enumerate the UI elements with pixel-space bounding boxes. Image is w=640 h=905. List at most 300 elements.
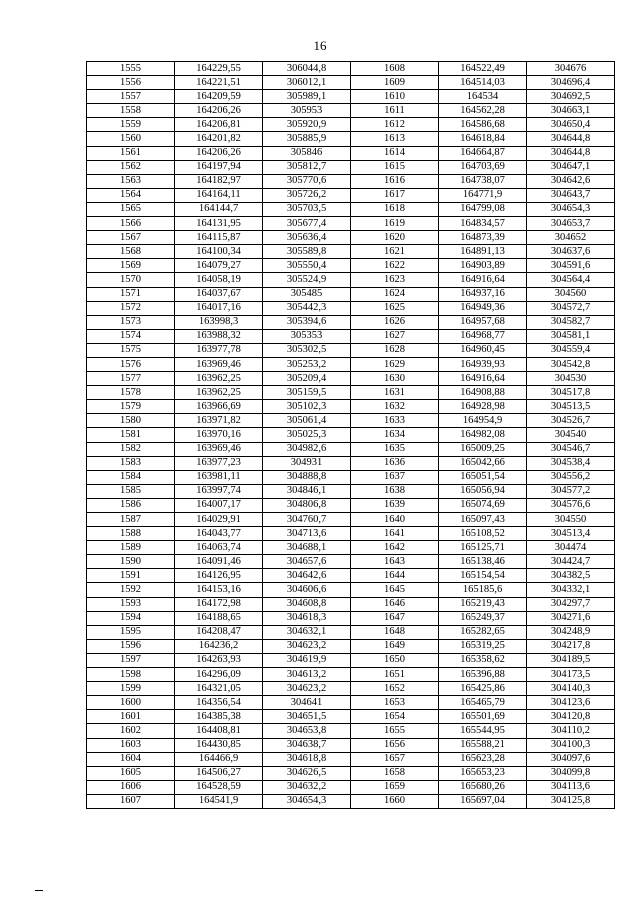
point-number-right: 1617 — [351, 188, 439, 202]
table-row — [87, 428, 615, 442]
point-number-left: 1590 — [87, 555, 175, 569]
x-coordinate-right: 165544,95 — [439, 724, 527, 738]
x-coordinate-right: 164664,87 — [439, 146, 527, 160]
y-coordinate-right: 304692,5 — [527, 90, 615, 104]
x-coordinate-right: 165097,43 — [439, 513, 527, 527]
point-number-left: 1593 — [87, 597, 175, 611]
y-coordinate-right: 304581,1 — [527, 329, 615, 343]
y-coordinate-right: 304559,4 — [527, 343, 615, 357]
y-coordinate-left: 305920,9 — [263, 118, 351, 132]
x-coordinate-right: 165319,25 — [439, 639, 527, 653]
x-coordinate-left: 164131,95 — [175, 217, 263, 231]
table-row — [87, 160, 615, 174]
y-coordinate-right: 304654,3 — [527, 202, 615, 216]
y-coordinate-left: 305846 — [263, 146, 351, 160]
y-coordinate-left: 305636,4 — [263, 231, 351, 245]
x-coordinate-left: 163971,82 — [175, 414, 263, 428]
point-number-left: 1561 — [87, 146, 175, 160]
y-coordinate-left: 304618,3 — [263, 611, 351, 625]
point-number-right: 1650 — [351, 653, 439, 667]
y-coordinate-right: 304271,6 — [527, 611, 615, 625]
y-coordinate-right: 304650,4 — [527, 118, 615, 132]
x-coordinate-left: 164541,9 — [175, 794, 263, 808]
point-number-right: 1635 — [351, 442, 439, 456]
point-number-right: 1646 — [351, 597, 439, 611]
table-row — [87, 301, 615, 315]
y-coordinate-right: 304424,7 — [527, 555, 615, 569]
table-row — [87, 372, 615, 386]
x-coordinate-left: 164126,95 — [175, 569, 263, 583]
x-coordinate-right: 164937,16 — [439, 287, 527, 301]
x-coordinate-left: 164029,91 — [175, 513, 263, 527]
y-coordinate-left: 304632,1 — [263, 625, 351, 639]
point-number-right: 1619 — [351, 217, 439, 231]
table-row — [87, 682, 615, 696]
x-coordinate-right: 165697,04 — [439, 794, 527, 808]
y-coordinate-left: 305703,5 — [263, 202, 351, 216]
y-coordinate-left: 305770,6 — [263, 174, 351, 188]
x-coordinate-right: 164514,03 — [439, 76, 527, 90]
y-coordinate-right: 304560 — [527, 287, 615, 301]
x-coordinate-left: 164506,27 — [175, 766, 263, 780]
table-row — [87, 752, 615, 766]
point-number-left: 1594 — [87, 611, 175, 625]
x-coordinate-right: 164562,28 — [439, 104, 527, 118]
point-number-right: 1656 — [351, 738, 439, 752]
y-coordinate-left: 305989,1 — [263, 90, 351, 104]
x-coordinate-right: 164771,9 — [439, 188, 527, 202]
x-coordinate-right: 165051,54 — [439, 470, 527, 484]
x-coordinate-left: 164296,09 — [175, 668, 263, 682]
y-coordinate-left: 305159,5 — [263, 386, 351, 400]
point-number-left: 1604 — [87, 752, 175, 766]
y-coordinate-right: 304644,8 — [527, 146, 615, 160]
y-coordinate-right: 304297,7 — [527, 597, 615, 611]
x-coordinate-right: 165219,43 — [439, 597, 527, 611]
y-coordinate-left: 304626,5 — [263, 766, 351, 780]
point-number-left: 1602 — [87, 724, 175, 738]
point-number-right: 1627 — [351, 329, 439, 343]
point-number-right: 1629 — [351, 357, 439, 371]
y-coordinate-right: 304123,6 — [527, 696, 615, 710]
y-coordinate-right: 304663,1 — [527, 104, 615, 118]
point-number-left: 1592 — [87, 583, 175, 597]
y-coordinate-left: 305885,9 — [263, 132, 351, 146]
x-coordinate-left: 164229,55 — [175, 62, 263, 76]
y-coordinate-right: 304642,6 — [527, 174, 615, 188]
x-coordinate-left: 163969,46 — [175, 442, 263, 456]
x-coordinate-left: 164201,82 — [175, 132, 263, 146]
y-coordinate-left: 304846,1 — [263, 484, 351, 498]
point-number-right: 1634 — [351, 428, 439, 442]
table-row — [87, 696, 615, 710]
point-number-right: 1611 — [351, 104, 439, 118]
table-row — [87, 569, 615, 583]
x-coordinate-right: 164968,77 — [439, 329, 527, 343]
x-coordinate-right: 164954,9 — [439, 414, 527, 428]
point-number-left: 1596 — [87, 639, 175, 653]
y-coordinate-left: 305353 — [263, 329, 351, 343]
point-number-right: 1660 — [351, 794, 439, 808]
point-number-right: 1638 — [351, 484, 439, 498]
point-number-left: 1573 — [87, 315, 175, 329]
y-coordinate-left: 304982,6 — [263, 442, 351, 456]
point-number-left: 1566 — [87, 217, 175, 231]
point-number-right: 1615 — [351, 160, 439, 174]
y-coordinate-left: 305253,2 — [263, 357, 351, 371]
y-coordinate-right: 304125,8 — [527, 794, 615, 808]
x-coordinate-left: 164408,81 — [175, 724, 263, 738]
point-number-left: 1598 — [87, 668, 175, 682]
y-coordinate-left: 306012,1 — [263, 76, 351, 90]
y-coordinate-right: 304556,2 — [527, 470, 615, 484]
point-number-right: 1649 — [351, 639, 439, 653]
table-row — [87, 132, 615, 146]
y-coordinate-right: 304217,8 — [527, 639, 615, 653]
y-coordinate-right: 304676 — [527, 62, 615, 76]
point-number-right: 1657 — [351, 752, 439, 766]
y-coordinate-right: 304652 — [527, 231, 615, 245]
point-number-right: 1621 — [351, 245, 439, 259]
x-coordinate-right: 164908,88 — [439, 386, 527, 400]
y-coordinate-left: 305025,3 — [263, 428, 351, 442]
point-number-left: 1582 — [87, 442, 175, 456]
y-coordinate-left: 304654,3 — [263, 794, 351, 808]
table-row — [87, 710, 615, 724]
y-coordinate-right: 304538,4 — [527, 456, 615, 470]
x-coordinate-right: 165009,25 — [439, 442, 527, 456]
x-coordinate-right: 165653,23 — [439, 766, 527, 780]
y-coordinate-right: 304110,2 — [527, 724, 615, 738]
point-number-right: 1624 — [351, 287, 439, 301]
point-number-left: 1607 — [87, 794, 175, 808]
table-row — [87, 583, 615, 597]
table-row — [87, 202, 615, 216]
point-number-left: 1584 — [87, 470, 175, 484]
coordinates-table — [86, 61, 615, 809]
table-row — [87, 118, 615, 132]
point-number-right: 1647 — [351, 611, 439, 625]
point-number-left: 1568 — [87, 245, 175, 259]
point-number-right: 1645 — [351, 583, 439, 597]
x-coordinate-left: 164063,74 — [175, 541, 263, 555]
y-coordinate-left: 304608,8 — [263, 597, 351, 611]
y-coordinate-left: 304619,9 — [263, 653, 351, 667]
x-coordinate-left: 164037,67 — [175, 287, 263, 301]
x-coordinate-left: 164091,46 — [175, 555, 263, 569]
table-row — [87, 611, 615, 625]
x-coordinate-left: 164182,97 — [175, 174, 263, 188]
y-coordinate-left: 305302,5 — [263, 343, 351, 357]
x-coordinate-right: 164891,13 — [439, 245, 527, 259]
point-number-left: 1606 — [87, 780, 175, 794]
x-coordinate-right: 164703,69 — [439, 160, 527, 174]
y-coordinate-left: 304642,6 — [263, 569, 351, 583]
table-row — [87, 541, 615, 555]
table-row — [87, 104, 615, 118]
point-number-right: 1640 — [351, 513, 439, 527]
y-coordinate-left: 304638,7 — [263, 738, 351, 752]
point-number-left: 1605 — [87, 766, 175, 780]
point-number-left: 1597 — [87, 653, 175, 667]
table-row — [87, 62, 615, 76]
point-number-right: 1632 — [351, 400, 439, 414]
y-coordinate-left: 305394,6 — [263, 315, 351, 329]
point-number-left: 1567 — [87, 231, 175, 245]
point-number-right: 1610 — [351, 90, 439, 104]
table-row — [87, 442, 615, 456]
x-coordinate-left: 164100,34 — [175, 245, 263, 259]
point-number-right: 1609 — [351, 76, 439, 90]
point-number-left: 1558 — [87, 104, 175, 118]
x-coordinate-right: 164916,64 — [439, 273, 527, 287]
y-coordinate-right: 304540 — [527, 428, 615, 442]
x-coordinate-left: 164206,81 — [175, 118, 263, 132]
x-coordinate-left: 164385,38 — [175, 710, 263, 724]
x-coordinate-left: 164208,47 — [175, 625, 263, 639]
x-coordinate-left: 164221,51 — [175, 76, 263, 90]
x-coordinate-right: 165465,79 — [439, 696, 527, 710]
y-coordinate-right: 304099,8 — [527, 766, 615, 780]
y-coordinate-right: 304248,9 — [527, 625, 615, 639]
y-coordinate-left: 304931 — [263, 456, 351, 470]
y-coordinate-right: 304332,1 — [527, 583, 615, 597]
point-number-left: 1601 — [87, 710, 175, 724]
y-coordinate-left: 305953 — [263, 104, 351, 118]
point-number-right: 1637 — [351, 470, 439, 484]
y-coordinate-right: 304591,6 — [527, 259, 615, 273]
table-row — [87, 470, 615, 484]
y-coordinate-left: 305485 — [263, 287, 351, 301]
point-number-right: 1625 — [351, 301, 439, 315]
point-number-right: 1631 — [351, 386, 439, 400]
x-coordinate-right: 165125,71 — [439, 541, 527, 555]
y-coordinate-right: 304100,3 — [527, 738, 615, 752]
point-number-right: 1633 — [351, 414, 439, 428]
point-number-left: 1572 — [87, 301, 175, 315]
point-number-right: 1616 — [351, 174, 439, 188]
y-coordinate-left: 304641 — [263, 696, 351, 710]
y-coordinate-left: 304651,5 — [263, 710, 351, 724]
y-coordinate-left: 304760,7 — [263, 513, 351, 527]
y-coordinate-left: 304632,2 — [263, 780, 351, 794]
point-number-left: 1599 — [87, 682, 175, 696]
coordinates-table-body — [87, 62, 615, 809]
x-coordinate-left: 163981,11 — [175, 470, 263, 484]
y-coordinate-right: 304582,7 — [527, 315, 615, 329]
x-coordinate-right: 165358,62 — [439, 653, 527, 667]
table-row — [87, 386, 615, 400]
x-coordinate-left: 163997,74 — [175, 484, 263, 498]
table-row — [87, 315, 615, 329]
y-coordinate-right: 304644,8 — [527, 132, 615, 146]
point-number-left: 1595 — [87, 625, 175, 639]
point-number-left: 1583 — [87, 456, 175, 470]
point-number-left: 1574 — [87, 329, 175, 343]
x-coordinate-left: 164188,65 — [175, 611, 263, 625]
point-number-right: 1628 — [351, 343, 439, 357]
y-coordinate-right: 304572,7 — [527, 301, 615, 315]
x-coordinate-right: 165154,54 — [439, 569, 527, 583]
x-coordinate-left: 164528,59 — [175, 780, 263, 794]
point-number-left: 1579 — [87, 400, 175, 414]
x-coordinate-right: 165074,69 — [439, 498, 527, 512]
x-coordinate-left: 164356,54 — [175, 696, 263, 710]
table-row — [87, 794, 615, 808]
x-coordinate-right: 164738,07 — [439, 174, 527, 188]
x-coordinate-left: 164466,9 — [175, 752, 263, 766]
y-coordinate-left: 305589,8 — [263, 245, 351, 259]
y-coordinate-left: 305677,4 — [263, 217, 351, 231]
point-number-left: 1587 — [87, 513, 175, 527]
point-number-left: 1559 — [87, 118, 175, 132]
point-number-left: 1585 — [87, 484, 175, 498]
y-coordinate-right: 304097,6 — [527, 752, 615, 766]
point-number-left: 1575 — [87, 343, 175, 357]
y-coordinate-right: 304173,5 — [527, 668, 615, 682]
table-row — [87, 639, 615, 653]
point-number-right: 1612 — [351, 118, 439, 132]
y-coordinate-left: 304653,8 — [263, 724, 351, 738]
table-row — [87, 668, 615, 682]
y-coordinate-left: 304713,6 — [263, 527, 351, 541]
x-coordinate-right: 164534 — [439, 90, 527, 104]
table-row — [87, 231, 615, 245]
y-coordinate-right: 304513,4 — [527, 527, 615, 541]
table-row — [87, 329, 615, 343]
x-coordinate-left: 163970,16 — [175, 428, 263, 442]
y-coordinate-right: 304120,8 — [527, 710, 615, 724]
table-row — [87, 625, 615, 639]
point-number-left: 1570 — [87, 273, 175, 287]
y-coordinate-right: 304140,3 — [527, 682, 615, 696]
table-row — [87, 245, 615, 259]
x-coordinate-left: 164007,17 — [175, 498, 263, 512]
page-number: 16 — [313, 38, 327, 53]
point-number-left: 1581 — [87, 428, 175, 442]
point-number-left: 1589 — [87, 541, 175, 555]
y-coordinate-left: 304613,2 — [263, 668, 351, 682]
y-coordinate-left: 305550,4 — [263, 259, 351, 273]
table-row — [87, 513, 615, 527]
x-coordinate-left: 164206,26 — [175, 146, 263, 160]
table-row — [87, 780, 615, 794]
x-coordinate-right: 165108,52 — [439, 527, 527, 541]
table-row — [87, 188, 615, 202]
point-number-left: 1586 — [87, 498, 175, 512]
x-coordinate-right: 165185,6 — [439, 583, 527, 597]
table-row — [87, 90, 615, 104]
y-coordinate-right: 304643,7 — [527, 188, 615, 202]
y-coordinate-left: 305726,2 — [263, 188, 351, 202]
x-coordinate-left: 164115,87 — [175, 231, 263, 245]
x-coordinate-left: 164263,93 — [175, 653, 263, 667]
y-coordinate-right: 304513,5 — [527, 400, 615, 414]
y-coordinate-right: 304696,4 — [527, 76, 615, 90]
y-coordinate-right: 304546,7 — [527, 442, 615, 456]
table-row — [87, 653, 615, 667]
x-coordinate-left: 164079,27 — [175, 259, 263, 273]
x-coordinate-left: 164164,11 — [175, 188, 263, 202]
table-row — [87, 400, 615, 414]
table-row — [87, 273, 615, 287]
x-coordinate-left: 164236,2 — [175, 639, 263, 653]
x-coordinate-right: 165588,21 — [439, 738, 527, 752]
y-coordinate-right: 304542,8 — [527, 357, 615, 371]
point-number-right: 1639 — [351, 498, 439, 512]
x-coordinate-left: 164209,59 — [175, 90, 263, 104]
x-coordinate-right: 165138,46 — [439, 555, 527, 569]
y-coordinate-left: 306044,8 — [263, 62, 351, 76]
point-number-left: 1569 — [87, 259, 175, 273]
x-coordinate-right: 164799,08 — [439, 202, 527, 216]
x-coordinate-left: 163962,25 — [175, 372, 263, 386]
y-coordinate-right: 304564,4 — [527, 273, 615, 287]
y-coordinate-right: 304647,1 — [527, 160, 615, 174]
point-number-right: 1613 — [351, 132, 439, 146]
point-number-right: 1623 — [351, 273, 439, 287]
point-number-right: 1643 — [351, 555, 439, 569]
x-coordinate-left: 164172,98 — [175, 597, 263, 611]
point-number-right: 1630 — [351, 372, 439, 386]
y-coordinate-left: 304688,1 — [263, 541, 351, 555]
y-coordinate-left: 305812,7 — [263, 160, 351, 174]
table-row — [87, 259, 615, 273]
point-number-right: 1614 — [351, 146, 439, 160]
y-coordinate-right: 304530 — [527, 372, 615, 386]
x-coordinate-right: 164522,49 — [439, 62, 527, 76]
x-coordinate-left: 164430,85 — [175, 738, 263, 752]
table-row — [87, 527, 615, 541]
point-number-right: 1618 — [351, 202, 439, 216]
y-coordinate-left: 305442,3 — [263, 301, 351, 315]
table-row — [87, 414, 615, 428]
x-coordinate-right: 164949,36 — [439, 301, 527, 315]
table-row — [87, 217, 615, 231]
point-number-right: 1653 — [351, 696, 439, 710]
point-number-right: 1622 — [351, 259, 439, 273]
x-coordinate-right: 164960,45 — [439, 343, 527, 357]
x-coordinate-right: 164586,68 — [439, 118, 527, 132]
point-number-left: 1588 — [87, 527, 175, 541]
table-row — [87, 287, 615, 301]
point-number-right: 1648 — [351, 625, 439, 639]
y-coordinate-right: 304474 — [527, 541, 615, 555]
y-coordinate-right: 304113,6 — [527, 780, 615, 794]
y-coordinate-right: 304382,5 — [527, 569, 615, 583]
table-row — [87, 484, 615, 498]
table-row — [87, 456, 615, 470]
point-number-right: 1642 — [351, 541, 439, 555]
x-coordinate-left: 164321,05 — [175, 682, 263, 696]
x-coordinate-right: 164834,57 — [439, 217, 527, 231]
point-number-left: 1571 — [87, 287, 175, 301]
x-coordinate-right: 164957,68 — [439, 315, 527, 329]
table-row — [87, 76, 615, 90]
x-coordinate-right: 165680,26 — [439, 780, 527, 794]
point-number-right: 1620 — [351, 231, 439, 245]
y-coordinate-right: 304637,6 — [527, 245, 615, 259]
x-coordinate-left: 163977,78 — [175, 343, 263, 357]
table-row — [87, 766, 615, 780]
y-coordinate-right: 304189,5 — [527, 653, 615, 667]
point-number-right: 1655 — [351, 724, 439, 738]
x-coordinate-right: 165056,94 — [439, 484, 527, 498]
x-coordinate-left: 164058,19 — [175, 273, 263, 287]
y-coordinate-left: 304623,2 — [263, 639, 351, 653]
point-number-right: 1651 — [351, 668, 439, 682]
point-number-right: 1658 — [351, 766, 439, 780]
